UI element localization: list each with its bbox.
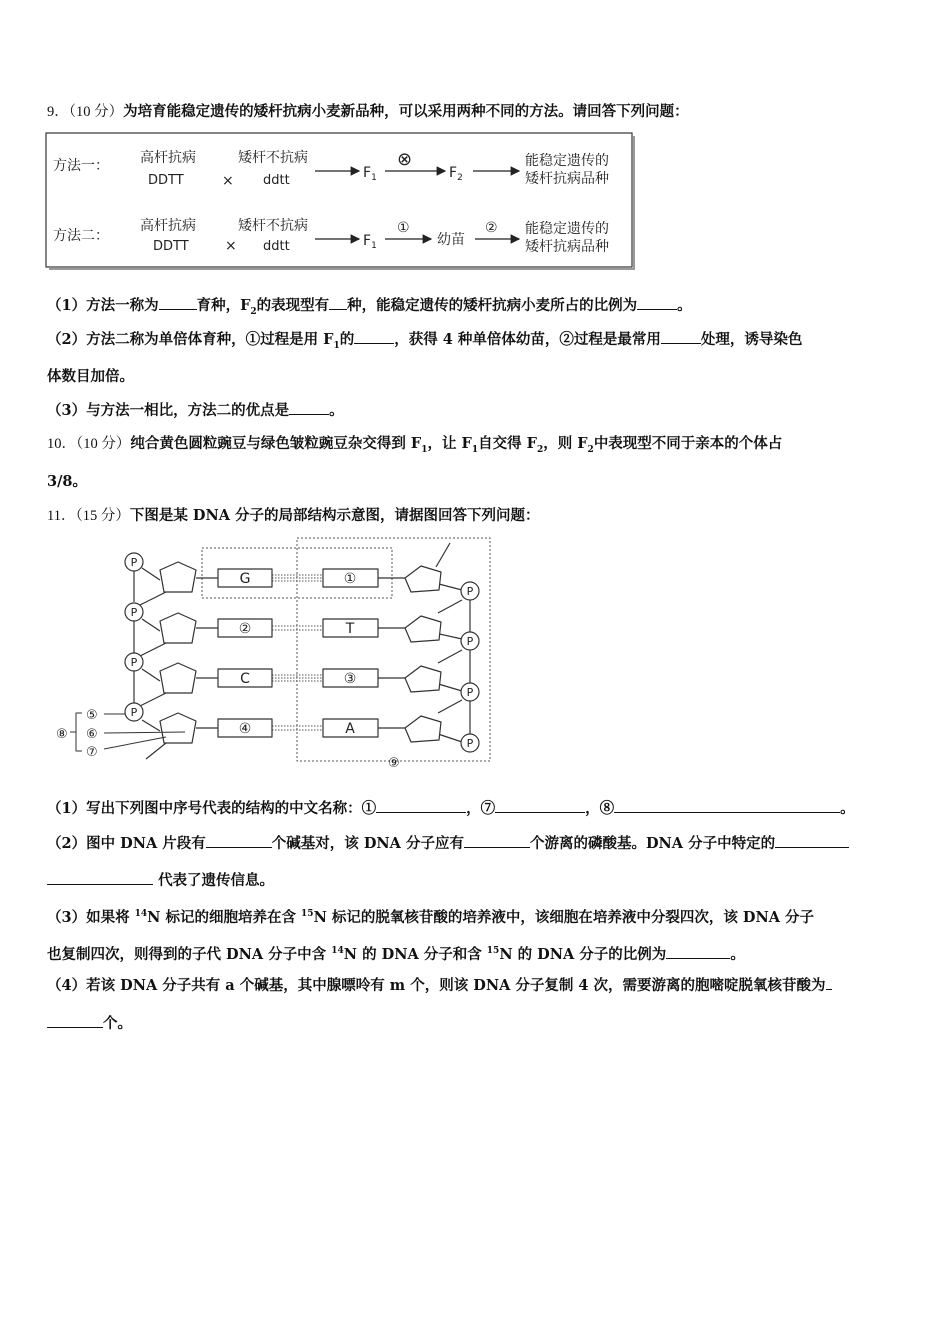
answer-blank[interactable] [661,329,701,344]
deoxyribose-sugar [405,666,441,692]
base-label-T: T [345,621,355,637]
phosphate-label: P [466,585,474,598]
q9-stem-text: 为培育能稳定遗传的矮杆抗病小麦新品种，可以采用两种不同的方法。请回答下列问题： [123,103,689,120]
deoxyribose-sugar [405,716,441,742]
phosphate-label: P [466,737,474,750]
m2-result-line1: 能稳定遗传的 [525,221,609,237]
answer-blank[interactable] [614,798,840,813]
answer-blank[interactable] [826,975,832,990]
answer-blank[interactable] [495,798,585,813]
q10-stem: 10．（10 分）纯合黄色圆粒豌豆与绿色皱粒豌豆杂交得到 $F_1$，让 $F_1$自交得 $F_2$，则 $F_2$中表现型不同于亲本的个体占 [47,435,783,455]
m1-f2: $F_2$ [449,165,463,183]
answer-blank[interactable] [354,329,394,344]
m1-result-line2: 矮杆抗病品种 [525,171,609,187]
phosphate-label: P [130,606,138,619]
q9-number: 9．（10 分） [47,104,124,120]
m1-parent2-geno: ddtt [263,173,290,188]
answer-blank[interactable] [329,295,347,310]
deoxyribose-sugar [405,566,441,592]
q11-sub4-line2: 个。 [47,1013,132,1034]
m1-parent2-name: 矮杆不抗病 [238,150,308,166]
deoxyribose-sugar [160,613,196,643]
phosphate-label: P [466,686,474,699]
seedling-label: 幼苗 [437,232,465,248]
base-label-G: G [239,571,251,587]
deoxyribose-sugar [160,562,196,592]
phosphate-label: P [130,556,138,569]
answer-blank[interactable] [159,295,197,310]
m1-cross: × [222,173,234,189]
selfing-symbol: ⊗ [397,149,413,170]
base-label-A: A [345,721,355,737]
phosphate-label: P [130,706,138,719]
deoxyribose-sugar [405,616,441,642]
phosphate-label: P [130,656,138,669]
answer-blank[interactable] [289,400,329,415]
m1-f1: $F_1$ [363,165,377,183]
q9-sub1: （1）方法一称为 育种，$F_2$的表现型有 种，能稳定遗传的矮杆抗病小麦所占的比例为 。 [47,297,692,317]
step1-mark: ① [397,220,410,236]
answer-blank[interactable] [464,833,530,848]
m2-parent1-name: 高杆抗病 [140,218,196,234]
m1-result-line1: 能稳定遗传的 [525,153,609,169]
m2-f1: $F_1$ [363,233,377,251]
answer-blank[interactable] [206,833,272,848]
q11-sub3: （3）如果将 $^{14}$N 标记的细胞培养在含 $^{15}$N 标记的脱氧核苷酸的培养液中，该细胞在培养液中分裂四次，该 DNA 分子 [47,908,815,926]
m2-parent2-name: 矮杆不抗病 [238,218,308,234]
answer-blank[interactable] [47,1013,103,1028]
phosphate-label: P [466,635,474,648]
m1-parent1-name: 高杆抗病 [140,150,196,166]
base-label-2: ② [238,621,252,637]
q11-sub4: （4）若该 DNA 分子共有 a 个碱基，其中腺嘌呤有 m 个，则该 DNA 分子复制 4 次，需要游离的胞嘧啶脱氧核苷酸为 [47,975,832,996]
answer-blank[interactable] [666,944,730,959]
q11-sub2-line2: 代表了遗传信息。 [47,870,274,891]
m2-parent2-geno: ddtt [263,239,290,254]
deoxyribose-sugar [160,663,196,693]
label-9: ⑨ [388,756,400,771]
label-8: ⑧ [56,727,68,742]
q9-sub3: （3）与方法一相比，方法二的优点是 。 [47,402,344,419]
label-6: ⑥ [86,727,98,742]
label-7: ⑦ [86,745,98,760]
q9-sub2-line2: 体数目加倍。 [47,368,134,385]
q9-stem [47,102,689,122]
answer-blank[interactable] [637,295,677,310]
base-label-1: ① [343,571,357,587]
label-5: ⑤ [86,708,98,723]
deoxyribose-sugar [160,713,196,743]
q11-stem: 11．（15 分）下图是某 DNA 分子的局部结构示意图，请据图回答下列问题： [47,507,540,524]
base-label-4: ④ [238,721,252,737]
m1-parent1-geno: DDTT [148,173,184,188]
q9-breeding-diagram [45,132,637,272]
q11-sub1: （1）写出下列图中序号代表的结构的中文名称：① ，⑦ ，⑧ 。 [47,800,855,817]
step2-mark: ② [485,220,498,236]
answer-blank[interactable] [775,833,849,848]
base-label-C: C [240,671,250,687]
m2-cross: × [225,238,237,254]
method2-label: 方法二： [53,228,109,244]
m2-parent1-geno: DDTT [153,239,189,254]
q9-sub2: （2）方法二称为单倍体育种，①过程是用 $F_1$的 ，获得 4 种单倍体幼苗，②过程是最常用 处理，诱导染色 [47,331,803,351]
q11-sub3-line2: 也复制四次，则得到的子代 DNA 分子中含 $^{14}$N 的 DNA 分子和含 $^{15}$N 的 DNA 分子的比例为 。 [47,945,745,963]
method1-label: 方法一： [53,158,109,174]
dna-structure-diagram [50,535,500,775]
answer-blank[interactable] [376,798,466,813]
answer-blank[interactable] [47,870,153,885]
base-label-3: ③ [343,671,357,687]
q11-sub2: （2）图中 DNA 片段有 个碱基对，该 DNA 分子应有 个游离的磷酸基。DNA 分子中特定的 [47,833,849,854]
q10-line2: 3/8。 [47,473,87,490]
m2-result-line2: 矮杆抗病品种 [525,239,609,255]
